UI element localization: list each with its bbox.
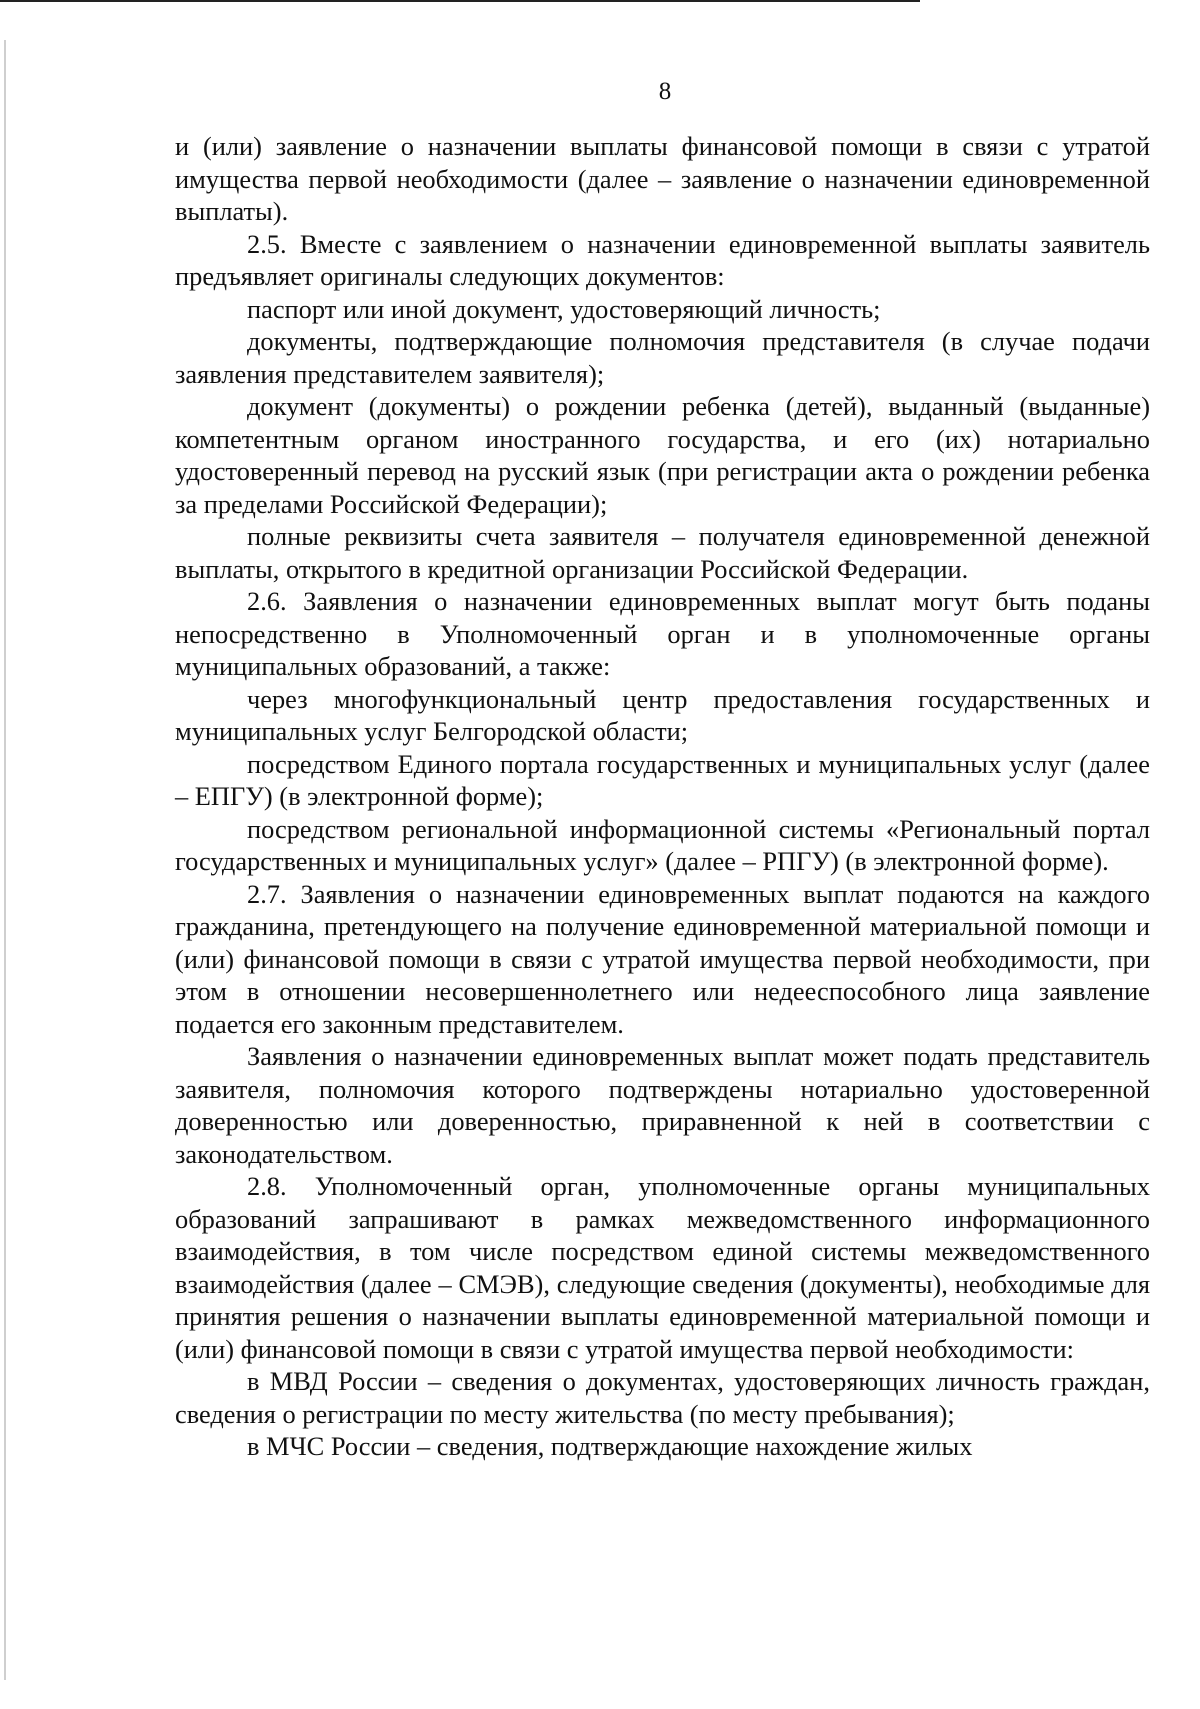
list-item-passport: паспорт или иной документ, удостоверяющий личность; <box>247 293 881 324</box>
paragraph-1: и (или) заявление о назначении выплаты финансовой помощи в связи с утратой имущества первой необходимости (далее – заявление о назначении единовременной выплаты). <box>175 131 1150 226</box>
list-item-representative-documents: документы, подтверждающие полномочия представителя (в случае подачи заявления представителем заявителя); <box>175 326 1150 389</box>
paragraph-representative: Заявления о назначении единовременных выплат может подать представитель заявителя, полномочия которого подтверждены нотариально удостоверенной доверенностью или доверенностью, приравненной к ней в соответствии с законодательством. <box>175 1041 1150 1169</box>
list-item-mchs: в МЧС России – сведения, подтверждающие нахождение жилых <box>247 1431 973 1461</box>
document-body <box>175 130 1150 1463</box>
paragraph-2-8: 2.8. Уполномоченный орган, уполномоченные органы муниципальных образований запрашивают в рамках межведомственного информационного взаимодействия, в том числе посредством единой системы межведомственного взаимодействия (далее – СМЭВ), следующие сведения (документы), необходимые для принятия решения о назначении выплаты единовременной материальной помощи и (или) финансовой помощи в связи с утратой имущества первой необходимости: <box>175 1171 1150 1364</box>
paragraph-2-7: 2.7. Заявления о назначении единовременных выплат подаются на каждого гражданина, претендующего на получение единовременной материальной помощи и (или) финансовой помощи в связи с утратой имущества первой необходимости, при этом в отношении несовершеннолетнего или недееспособного лица заявление подается его законным представителем. <box>175 878 1150 1039</box>
page-number: 8 <box>658 78 672 105</box>
list-item-epgu: посредством Единого портала государственных и муниципальных услуг (далее – ЕПГУ) (в электронной форме); <box>175 748 1150 811</box>
scan-left-edge <box>4 40 6 1680</box>
scan-top-edge <box>0 0 920 2</box>
list-item-bank-details: полные реквизиты счета заявителя – получателя единовременной денежной выплаты, открытого в кредитной организации Российской Федерации. <box>175 521 1150 584</box>
list-item-rpgu: посредством региональной информационной системы «Региональный портал государственных и муниципальных услуг» (далее – РПГУ) (в электронной форме). <box>175 813 1150 876</box>
list-item-mvd: в МВД России – сведения о документах, удостоверяющих личность граждан, сведения о регистрации по месту жительства (по месту пребывания); <box>175 1366 1150 1429</box>
paragraph-2-5: 2.5. Вместе с заявлением о назначении единовременной выплаты заявитель предъявляет оригиналы следующих документов: <box>175 228 1150 291</box>
list-item-birth-documents: документ (документы) о рождении ребенка (детей), выданный (выданные) компетентным органом иностранного государства, и его (их) нотариально удостоверенный перевод на русский язык (при регистрации акта о рождении ребенка за пределами Российской Федерации); <box>175 391 1150 519</box>
list-item-mfc: через многофункциональный центр предоставления государственных и муниципальных услуг Белгородской области; <box>175 683 1150 746</box>
paragraph-2-6: 2.6. Заявления о назначении единовременных выплат могут быть поданы непосредственно в Уполномоченный орган и в уполномоченные органы муниципальных образований, а также: <box>175 586 1150 681</box>
